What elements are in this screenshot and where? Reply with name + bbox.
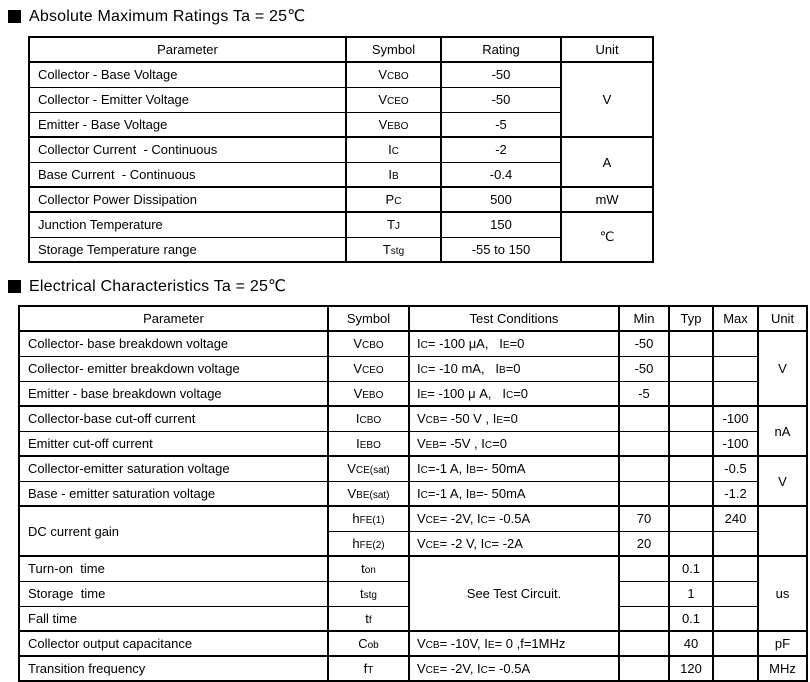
subscript-text: CBO: [387, 71, 409, 83]
typ-cell: [669, 506, 713, 531]
column-header-rating: Rating: [441, 37, 561, 62]
subscript-text: E: [496, 415, 503, 427]
subscript-text: CBO: [362, 340, 384, 352]
normal-text: =-1 A, I: [427, 461, 470, 477]
max-cell: [713, 556, 758, 581]
min-cell: 70: [619, 506, 669, 531]
test-conditions-cell: [409, 656, 619, 681]
table-row: [29, 212, 653, 237]
normal-text: V: [417, 435, 426, 451]
normal-text: I: [388, 142, 392, 158]
min-cell: [619, 431, 669, 456]
subscript-text: C: [484, 439, 493, 451]
normal-text: = -2V, I: [439, 511, 481, 527]
elec-table-header: [19, 306, 807, 331]
max-cell: -100: [713, 431, 758, 456]
normal-text: T: [387, 217, 395, 233]
parameter-cell: Collector Current - Continuous: [29, 137, 346, 162]
symbol-cell: [346, 212, 441, 237]
table-row: [29, 112, 653, 137]
table-row: [29, 137, 653, 162]
table-row: [19, 381, 807, 406]
normal-text: =-1 A, I: [427, 485, 470, 501]
elec-table-body: [19, 331, 807, 681]
test-conditions-cell: [409, 431, 619, 456]
max-cell: -0.5: [713, 456, 758, 481]
normal-text: =- 50mA: [476, 485, 526, 501]
header-row: [29, 37, 653, 62]
max-cell: [713, 356, 758, 381]
subscript-text: CBO: [359, 415, 382, 427]
normal-text: f: [363, 661, 368, 676]
symbol-cell: [346, 87, 441, 112]
unit-cell: us: [758, 556, 807, 631]
normal-text: = -2V, I: [439, 661, 481, 676]
normal-text: I: [417, 336, 421, 352]
section-title-text: Absolute Maximum Ratings Ta = 25℃: [29, 8, 306, 25]
typ-cell: [669, 356, 713, 381]
unit-cell: ℃: [561, 212, 653, 262]
max-cell: [713, 631, 758, 656]
test-conditions-cell: [409, 631, 619, 656]
table-row: [19, 331, 807, 356]
subscript-text: E: [502, 340, 510, 352]
subscript-text: B: [499, 365, 506, 376]
rating-cell: -55 to 150: [441, 237, 561, 262]
normal-text: V: [417, 661, 426, 676]
rating-cell: -50: [441, 62, 561, 87]
column-header-unit: Unit: [561, 37, 653, 62]
rating-cell: -5: [441, 112, 561, 137]
normal-text: = -0.5A: [487, 511, 531, 527]
normal-text: C: [358, 636, 368, 651]
normal-text: = -100 μ A, I: [427, 385, 506, 401]
abs-max-table-body: [29, 62, 653, 262]
parameter-cell: Collector - Emitter Voltage: [29, 87, 346, 112]
column-header-typ: Typ: [669, 306, 713, 331]
normal-text: V: [353, 361, 362, 376]
normal-text: I: [388, 166, 392, 182]
column-header-symbol: Symbol: [346, 37, 441, 62]
table-row: [29, 87, 653, 112]
min-cell: 20: [619, 531, 669, 556]
subscript-text: C: [505, 389, 514, 401]
unit-cell: mW: [561, 187, 653, 212]
min-cell: [619, 481, 669, 506]
table-row: [19, 356, 807, 381]
normal-text: h: [352, 511, 360, 527]
abs-max-table-header: [29, 37, 653, 62]
unit-cell: MHz: [758, 656, 807, 681]
table-row: [19, 456, 807, 481]
typ-cell: [669, 431, 713, 456]
parameter-cell: Junction Temperature: [29, 212, 346, 237]
normal-text: =0: [509, 336, 525, 352]
normal-text: V: [378, 116, 388, 132]
test-conditions-cell: [409, 481, 619, 506]
max-cell: [713, 606, 758, 631]
normal-text: V: [347, 461, 356, 477]
normal-text: = -50 V , I: [439, 411, 497, 427]
max-cell: [713, 581, 758, 606]
min-cell: [619, 656, 669, 681]
symbol-cell: [328, 581, 409, 606]
normal-text: I: [417, 461, 421, 477]
test-conditions-cell: [409, 556, 619, 631]
normal-text: I: [417, 385, 421, 401]
normal-text: = -2A: [491, 535, 523, 551]
table-row: [19, 556, 807, 581]
test-conditions-cell: [409, 506, 619, 531]
subscript-text: CE(sat): [355, 465, 390, 477]
subscript-text: stg: [363, 590, 377, 601]
min-cell: -50: [619, 356, 669, 381]
electrical-characteristics-table: [18, 305, 808, 682]
subscript-text: C: [480, 665, 488, 676]
subscript-text: EB: [425, 439, 440, 451]
normal-text: h: [352, 535, 360, 551]
normal-text: =- 50mA: [476, 461, 526, 477]
min-cell: [619, 456, 669, 481]
typ-cell: 120: [669, 656, 713, 681]
parameter-cell: Collector Power Dissipation: [29, 187, 346, 212]
normal-text: I: [355, 411, 360, 427]
normal-text: =0: [492, 435, 507, 451]
normal-text: =0: [505, 361, 521, 376]
column-header-unit: Unit: [758, 306, 807, 331]
subscript-text: CEO: [362, 365, 384, 376]
normal-text: V: [417, 511, 426, 527]
unit-cell: V: [758, 331, 807, 406]
unit-cell: pF: [758, 631, 807, 656]
normal-text: = 0 ,f=1MHz: [494, 636, 566, 651]
parameter-cell: Emitter cut-off current: [19, 431, 328, 456]
normal-text: I: [417, 485, 421, 501]
column-header-min: Min: [619, 306, 669, 331]
normal-text: V: [353, 385, 363, 401]
normal-text: = -10 mA, I: [427, 361, 500, 376]
table-row: [19, 431, 807, 456]
subscript-text: C: [484, 539, 492, 551]
section-title-electrical-characteristics: [8, 276, 810, 296]
parameter-cell: Transition frequency: [19, 656, 328, 681]
table-row: [29, 237, 653, 262]
subscript-text: T: [367, 665, 374, 676]
table-row: [19, 631, 807, 656]
normal-text: t: [365, 610, 369, 626]
symbol-cell: [328, 356, 409, 381]
test-conditions-cell: [409, 331, 619, 356]
subscript-text: ob: [367, 640, 379, 651]
subscript-text: CEO: [387, 96, 409, 107]
typ-cell: [669, 531, 713, 556]
parameter-cell: Collector-base cut-off current: [19, 406, 328, 431]
symbol-cell: [328, 656, 409, 681]
parameter-cell: Base Current - Continuous: [29, 162, 346, 187]
typ-cell: [669, 406, 713, 431]
table-row: [29, 162, 653, 187]
parameter-cell: Emitter - Base Voltage: [29, 112, 346, 137]
table-row: [29, 187, 653, 212]
header-row: [19, 306, 807, 331]
max-cell: [713, 656, 758, 681]
symbol-cell: [328, 606, 409, 631]
subscript-text: C: [420, 489, 428, 501]
min-cell: [619, 606, 669, 631]
table-row: [19, 656, 807, 681]
normal-text: = -10V, I: [439, 636, 488, 651]
test-conditions-cell: [409, 381, 619, 406]
symbol-cell: [328, 481, 409, 506]
max-cell: -1.2: [713, 481, 758, 506]
subscript-text: CE: [425, 665, 440, 676]
min-cell: [619, 631, 669, 656]
parameter-cell: Base - emitter saturation voltage: [19, 481, 328, 506]
max-cell: [713, 531, 758, 556]
unit-cell: V: [758, 456, 807, 506]
unit-cell: nA: [758, 406, 807, 456]
normal-text: t: [360, 586, 364, 601]
subscript-text: J: [394, 221, 400, 233]
parameter-cell: Collector-emitter saturation voltage: [19, 456, 328, 481]
parameter-cell: Collector - Base Voltage: [29, 62, 346, 87]
subscript-text: f: [368, 614, 372, 626]
parameter-cell: Storage time: [19, 581, 328, 606]
normal-text: =0: [513, 385, 529, 401]
symbol-cell: [328, 631, 409, 656]
parameter-cell: Collector output capacitance: [19, 631, 328, 656]
section-title-text: Electrical Characteristics Ta = 25℃: [29, 278, 287, 295]
symbol-cell: [328, 506, 409, 531]
subscript-text: C: [420, 465, 428, 477]
subscript-text: EBO: [359, 439, 381, 451]
parameter-cell: DC current gain: [19, 506, 328, 556]
typ-cell: [669, 381, 713, 406]
symbol-cell: [346, 137, 441, 162]
normal-text: V: [417, 636, 426, 651]
section-title-absolute-maximum-ratings: [8, 0, 810, 26]
subscript-text: C: [420, 365, 428, 376]
normal-text: I: [417, 361, 421, 376]
typ-cell: [669, 481, 713, 506]
subscript-text: B: [391, 170, 399, 182]
symbol-cell: [328, 456, 409, 481]
column-header-parameter: Parameter: [19, 306, 328, 331]
subscript-text: E: [487, 640, 495, 651]
normal-text: = -5V , I: [439, 435, 485, 451]
rating-cell: -50: [441, 87, 561, 112]
normal-text: T: [382, 241, 391, 257]
subscript-text: CB: [425, 415, 440, 427]
subscript-text: on: [364, 565, 376, 577]
table-row: [29, 62, 653, 87]
table-row: [19, 406, 807, 431]
subscript-text: B: [469, 489, 477, 501]
parameter-cell: Collector- base breakdown voltage: [19, 331, 328, 356]
normal-text: = -100 μA, I: [427, 336, 503, 352]
symbol-cell: [346, 62, 441, 87]
subscript-text: C: [420, 340, 428, 352]
typ-cell: 1: [669, 581, 713, 606]
typ-cell: [669, 456, 713, 481]
rating-cell: -2: [441, 137, 561, 162]
symbol-cell: [346, 237, 441, 262]
subscript-text: CE: [425, 515, 440, 527]
symbol-cell: [328, 331, 409, 356]
normal-text: P: [385, 192, 395, 207]
absolute-maximum-ratings-table: [28, 36, 654, 263]
normal-text: V: [378, 67, 387, 83]
column-header-test-conditions: Test Conditions: [409, 306, 619, 331]
normal-text: V: [378, 92, 387, 107]
test-conditions-cell: [409, 456, 619, 481]
typ-cell: 0.1: [669, 556, 713, 581]
rating-cell: 150: [441, 212, 561, 237]
min-cell: [619, 581, 669, 606]
normal-text: V: [417, 411, 426, 427]
normal-text: I: [356, 435, 360, 451]
unit-cell: V: [561, 62, 653, 137]
symbol-cell: [328, 431, 409, 456]
max-cell: -100: [713, 406, 758, 431]
normal-text: = -2 V, I: [439, 535, 485, 551]
subscript-text: CE: [425, 539, 440, 551]
symbol-cell: [328, 531, 409, 556]
parameter-cell: Emitter - base breakdown voltage: [19, 381, 328, 406]
rating-cell: -0.4: [441, 162, 561, 187]
max-cell: [713, 331, 758, 356]
subscript-text: C: [480, 515, 488, 527]
subscript-text: FE(1): [359, 515, 385, 527]
normal-text: =0: [502, 411, 518, 427]
subscript-text: B: [469, 465, 477, 477]
min-cell: [619, 556, 669, 581]
column-header-symbol: Symbol: [328, 306, 409, 331]
subscript-text: stg: [390, 245, 405, 257]
test-conditions-cell: [409, 356, 619, 381]
symbol-cell: [346, 112, 441, 137]
typ-cell: 0.1: [669, 606, 713, 631]
symbol-cell: [346, 187, 441, 212]
subscript-text: E: [420, 389, 428, 401]
symbol-cell: [328, 556, 409, 581]
typ-cell: [669, 331, 713, 356]
unit-cell: [758, 506, 807, 556]
test-conditions-cell: [409, 531, 619, 556]
min-cell: -5: [619, 381, 669, 406]
square-bullet-icon: [8, 10, 21, 23]
max-cell: 240: [713, 506, 758, 531]
normal-text: V: [417, 535, 426, 551]
table-row: [19, 481, 807, 506]
parameter-cell: Collector- emitter breakdown voltage: [19, 356, 328, 381]
normal-text: = -0.5A: [487, 661, 531, 676]
rating-cell: 500: [441, 187, 561, 212]
column-header-parameter: Parameter: [29, 37, 346, 62]
min-cell: [619, 406, 669, 431]
subscript-text: BE(sat): [356, 489, 390, 501]
subscript-text: C: [394, 196, 402, 207]
subscript-text: CB: [425, 640, 440, 651]
normal-text: See Test Circuit.: [466, 586, 562, 601]
square-bullet-icon: [8, 280, 21, 293]
subscript-text: FE(2): [359, 539, 385, 551]
symbol-cell: [328, 381, 409, 406]
symbol-cell: [328, 406, 409, 431]
min-cell: -50: [619, 331, 669, 356]
normal-text: V: [353, 336, 362, 352]
parameter-cell: Storage Temperature range: [29, 237, 346, 262]
table-row: [19, 506, 807, 531]
unit-cell: A: [561, 137, 653, 187]
symbol-cell: [346, 162, 441, 187]
max-cell: [713, 381, 758, 406]
column-header-max: Max: [713, 306, 758, 331]
normal-text: V: [347, 485, 357, 501]
test-conditions-cell: [409, 406, 619, 431]
subscript-text: EBO: [387, 120, 409, 132]
parameter-cell: Fall time: [19, 606, 328, 631]
subscript-text: C: [391, 146, 399, 158]
parameter-cell: Turn-on time: [19, 556, 328, 581]
normal-text: t: [361, 561, 365, 577]
typ-cell: 40: [669, 631, 713, 656]
subscript-text: EBO: [362, 389, 384, 401]
